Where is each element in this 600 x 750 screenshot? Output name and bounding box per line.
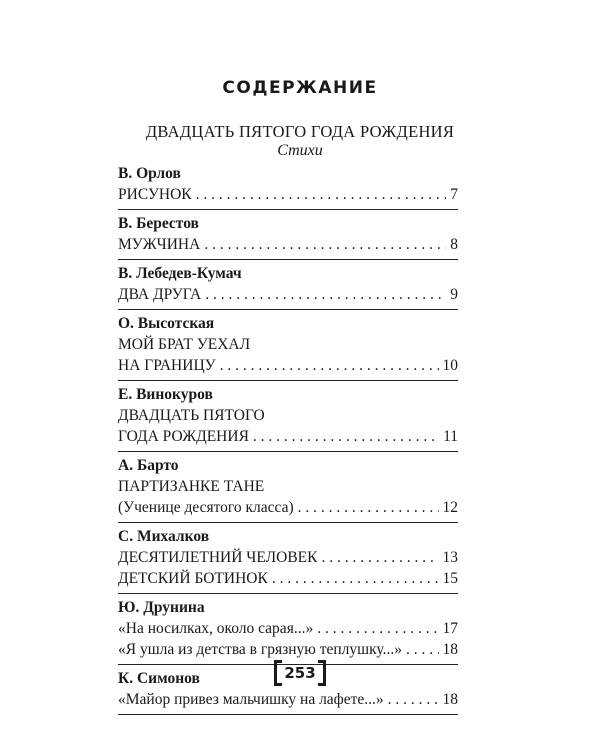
entry-page-number: 13	[442, 549, 458, 566]
entry-title: «На носилках, около сарая...»	[118, 620, 314, 637]
section-heading: ДВАДЦАТЬ ПЯТОГО ГОДА РОЖДЕНИЯ	[145, 122, 455, 141]
toc-group	[118, 452, 458, 523]
entry-title-line: ДВАДЦАТЬ ПЯТОГО	[118, 407, 265, 424]
dot-leader	[204, 234, 446, 255]
dot-leader	[388, 689, 439, 710]
toc-entry[interactable]	[118, 568, 458, 589]
entry-title: (Ученице десятого класса)	[118, 499, 294, 516]
toc-group	[118, 381, 458, 452]
toc-entry[interactable]	[118, 618, 458, 639]
toc-entry[interactable]	[118, 547, 458, 568]
dot-leader	[321, 547, 438, 568]
toc-entry[interactable]	[118, 355, 458, 376]
entry-title-line: ПАРТИЗАНКЕ ТАНЕ	[118, 478, 265, 495]
section-subheading: Стихи	[277, 142, 323, 159]
entry-page-number: 17	[442, 620, 458, 637]
author-name: В. Орлов	[118, 165, 181, 182]
toc-entry[interactable]	[118, 284, 458, 305]
author-name: К. Симонов	[118, 670, 200, 687]
toc-group	[118, 210, 458, 260]
page-number-box	[0, 662, 600, 684]
author-name: В. Лебедев-Кумач	[118, 265, 242, 282]
dot-leader	[196, 184, 447, 205]
toc-entry[interactable]	[118, 184, 458, 205]
toc-group	[118, 523, 458, 594]
author-name: С. Михалков	[118, 528, 210, 545]
entry-page-number: 12	[442, 499, 458, 516]
toc-group	[118, 260, 458, 310]
toc-entry[interactable]	[118, 689, 458, 710]
dot-leader	[317, 618, 438, 639]
entry-title-line: МОЙ БРАТ УЕХАЛ	[118, 336, 251, 353]
toc-group	[118, 310, 458, 381]
entry-page-number: 18	[442, 641, 458, 658]
author-name: В. Берестов	[118, 215, 199, 232]
entry-page-number: 18	[442, 691, 458, 708]
entry-title: ГОДА РОЖДЕНИЯ	[118, 428, 249, 445]
page-title: СОДЕРЖАНИЕ	[222, 78, 378, 98]
author-name: Е. Винокуров	[118, 386, 213, 403]
dot-leader	[272, 568, 439, 589]
page-number: 253	[276, 662, 323, 684]
dot-leader	[406, 639, 439, 660]
entry-title: НА ГРАНИЦУ	[118, 357, 216, 374]
entry-page-number: 9	[450, 286, 458, 303]
entry-title: МУЖЧИНА	[118, 236, 201, 253]
table-of-contents	[118, 160, 458, 715]
entry-page-number: 15	[442, 570, 458, 587]
toc-entry[interactable]	[118, 426, 458, 447]
author-name: Ю. Друнина	[118, 599, 205, 616]
dot-leader	[220, 355, 439, 376]
entry-title: ДЕТСКИЙ БОТИНОК	[118, 570, 268, 587]
toc-group	[118, 594, 458, 665]
entry-title: РИСУНОК	[118, 186, 192, 203]
toc-group	[118, 160, 458, 210]
dot-leader	[298, 497, 439, 518]
entry-title: «Майор привез мальчишку на лафете...»	[118, 691, 384, 708]
toc-entry[interactable]	[118, 639, 458, 660]
author-name: А. Барто	[118, 457, 179, 474]
dot-leader	[205, 284, 446, 305]
entry-title: «Я ушла из детства в грязную теплушку...»	[118, 641, 402, 658]
entry-title: ДВА ДРУГА	[118, 286, 202, 303]
entry-page-number: 7	[450, 186, 458, 203]
dot-leader	[253, 426, 439, 447]
toc-entry[interactable]	[118, 234, 458, 255]
entry-page-number: 10	[442, 357, 458, 374]
toc-entry[interactable]	[118, 497, 458, 518]
entry-page-number: 11	[443, 428, 458, 445]
author-name: О. Высотская	[118, 315, 215, 332]
entry-title: ДЕСЯТИЛЕТНИЙ ЧЕЛОВЕК	[118, 549, 318, 566]
entry-page-number: 8	[450, 236, 458, 253]
